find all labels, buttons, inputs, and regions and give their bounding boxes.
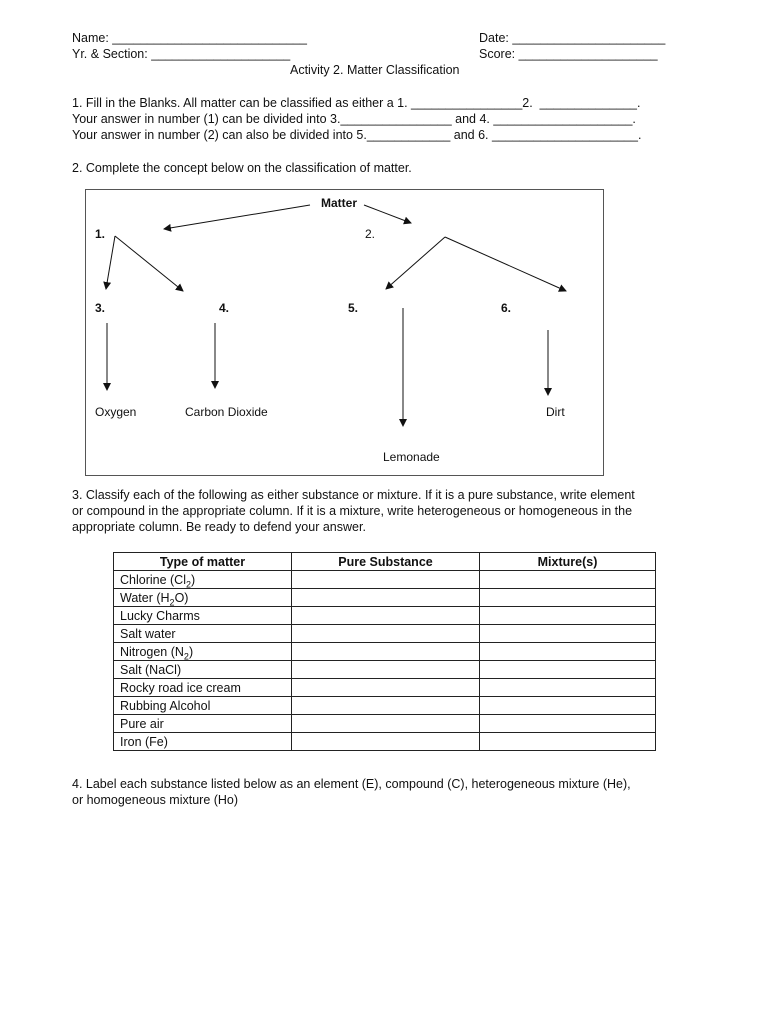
matter-type-cell <box>114 661 292 679</box>
node-3-label: 3. <box>95 301 106 315</box>
matter-name-suffix: ) <box>191 572 196 587</box>
concept-map-arrows <box>86 190 605 477</box>
matter-name: Rubbing Alcohol <box>120 698 211 713</box>
table-row <box>114 607 656 625</box>
table-row <box>114 625 656 643</box>
table-row <box>114 715 656 733</box>
page-title: Activity 2. Matter Classification <box>290 63 460 77</box>
matter-type-cell <box>114 625 292 643</box>
mixture-cell[interactable] <box>480 607 656 625</box>
matter-name: Rocky road ice cream <box>120 680 241 695</box>
matter-name-suffix: O) <box>174 590 189 605</box>
table-row <box>114 733 656 751</box>
q1-line-3: Your answer in number (2) can also be divided into 5.____________ and 6. _____________________. <box>72 128 642 142</box>
pure-substance-cell[interactable] <box>292 715 480 733</box>
matter-name: Iron (Fe) <box>120 734 168 749</box>
mixture-cell[interactable] <box>480 571 656 589</box>
matter-type-cell <box>114 679 292 697</box>
header-mixtures: Mixture(s) <box>480 553 656 571</box>
q3-line-1: 3. Classify each of the following as either substance or mixture. If it is a pure substance, write element <box>72 488 635 502</box>
formula-subscript: 2 <box>183 651 189 661</box>
pure-substance-cell[interactable] <box>292 697 480 715</box>
section-field-label: Yr. & Section: ____________________ <box>72 47 291 61</box>
arrow-2-to-6 <box>445 237 566 291</box>
mixture-cell[interactable] <box>480 661 656 679</box>
pure-substance-cell[interactable] <box>292 607 480 625</box>
q1-line-2: Your answer in number (1) can be divided into 3.________________ and 4. ____________________. <box>72 112 636 126</box>
lemonade-label: Lemonade <box>383 450 440 464</box>
table-header-row <box>114 553 656 571</box>
node-1-label: 1. <box>95 227 106 241</box>
pure-substance-cell[interactable] <box>292 733 480 751</box>
matter-name-suffix: ) <box>188 644 194 659</box>
classification-table <box>113 552 656 751</box>
q3-line-2: or compound in the appropriate column. If it is a mixture, write heterogeneous or homogeneous in the <box>72 504 633 518</box>
table-row <box>114 661 656 679</box>
matter-type-cell <box>114 589 292 607</box>
mixture-cell[interactable] <box>480 715 656 733</box>
mixture-cell[interactable] <box>480 589 656 607</box>
table-row <box>114 679 656 697</box>
dirt-label: Dirt <box>546 405 565 419</box>
table-row <box>114 643 656 661</box>
formula-subscript: 2 <box>169 597 175 607</box>
matter-type-cell <box>114 715 292 733</box>
arrow-1-to-4 <box>115 236 183 291</box>
matter-type-cell <box>114 697 292 715</box>
mixture-cell[interactable] <box>480 697 656 715</box>
table-row <box>114 589 656 607</box>
score-field-label: Score: ____________________ <box>479 47 658 61</box>
q2-prompt: 2. Complete the concept below on the classification of matter. <box>72 161 412 175</box>
oxygen-label: Oxygen <box>95 405 137 419</box>
mixture-cell[interactable] <box>480 679 656 697</box>
table-row <box>114 697 656 715</box>
arrow-matter-to-1 <box>164 205 310 229</box>
arrow-2-to-5 <box>386 237 445 289</box>
pure-substance-cell[interactable] <box>292 679 480 697</box>
mixture-cell[interactable] <box>480 643 656 661</box>
pure-substance-cell[interactable] <box>292 589 480 607</box>
matter-name: Salt (NaCl) <box>120 662 182 677</box>
arrow-matter-to-2 <box>364 205 411 223</box>
node-6-label: 6. <box>501 301 512 315</box>
matter-name: Pure air <box>120 716 164 731</box>
formula-subscript: 2 <box>186 579 192 589</box>
node-5-label: 5. <box>348 301 359 315</box>
node-2-label: 2. <box>365 227 376 241</box>
header-pure-substance: Pure Substance <box>292 553 480 571</box>
matter-name: Chlorine (Cl <box>120 572 186 587</box>
q3-line-3: appropriate column. Be ready to defend your answer. <box>72 520 366 534</box>
matter-name: Water (H <box>120 590 170 605</box>
mixture-cell[interactable] <box>480 625 656 643</box>
node-4-label: 4. <box>219 301 230 315</box>
q4-line-2: or homogeneous mixture (Ho) <box>72 793 239 807</box>
name-field-label: Name: ____________________________ <box>72 31 307 45</box>
matter-name: Salt water <box>120 626 176 641</box>
matter-label: Matter <box>321 196 358 210</box>
matter-concept-map <box>85 189 604 476</box>
matter-type-cell <box>114 733 292 751</box>
date-field-label: Date: ______________________ <box>479 31 666 45</box>
table-body <box>114 571 656 751</box>
arrow-1-to-3 <box>106 236 115 289</box>
mixture-cell[interactable] <box>480 733 656 751</box>
pure-substance-cell[interactable] <box>292 643 480 661</box>
matter-type-cell <box>114 571 292 589</box>
pure-substance-cell[interactable] <box>292 571 480 589</box>
matter-name: Nitrogen (N <box>120 644 184 659</box>
matter-name: Lucky Charms <box>120 608 200 623</box>
header-type-of-matter: Type of matter <box>114 553 292 571</box>
q1-line-1: 1. Fill in the Blanks. All matter can be classified as either a 1. ________________2. ______________. <box>72 96 641 110</box>
table-row <box>114 571 656 589</box>
pure-substance-cell[interactable] <box>292 661 480 679</box>
pure-substance-cell[interactable] <box>292 625 480 643</box>
carbon-dioxide-label: Carbon Dioxide <box>185 405 268 419</box>
q4-line-1: 4. Label each substance listed below as an element (E), compound (C), heterogeneous mixture (He), <box>72 777 631 791</box>
matter-type-cell <box>114 643 292 661</box>
matter-type-cell <box>114 607 292 625</box>
